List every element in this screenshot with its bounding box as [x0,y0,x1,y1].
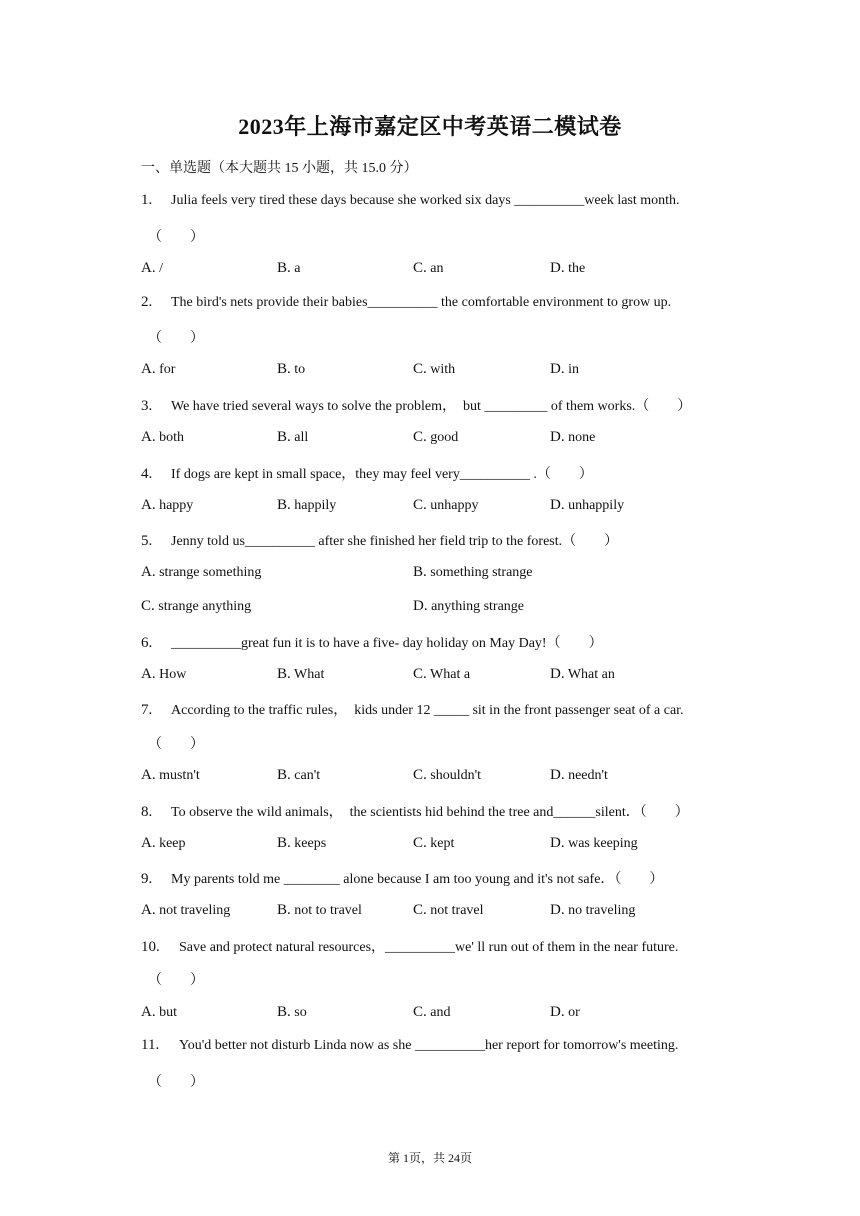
option-a: A. keep [141,835,186,851]
option-d: D. none [550,429,596,445]
option-a: A. How [141,666,187,682]
option-b: B. happily [277,497,337,513]
option-d: D. was keeping [550,835,638,851]
question-stem: My parents told me ________ alone because I am too young and it's not safe．（ ） [171,872,664,887]
option-d: D. anything strange [413,598,525,614]
option-b: B. to [277,361,306,377]
option-a: A. both [141,429,184,445]
option-c: C. with [413,361,456,377]
option-a: A. but [141,1004,177,1020]
option-b: B. not to travel [277,902,362,918]
question-stem: According to the traffic rules， kids under 12 _____ sit in the front passenger seat of a car. [171,703,684,718]
section-heading: 一、单选题（本大题共 15 小题，共 15.0 分） [141,161,418,176]
option-c: C. strange anything [141,598,252,614]
question-number: 1. [141,192,153,208]
question-number: 6. [141,635,153,651]
answer-paren: （ ） [148,737,204,752]
option-b: B. so [277,1004,307,1020]
option-a: A. not traveling [141,902,231,918]
option-d: D. What an [550,666,615,682]
question-number: 4. [141,466,153,482]
question-stem: If dogs are kept in small space，they may feel very__________ .（ ） [171,467,593,482]
answer-paren: （ ） [148,1075,204,1090]
option-d: D. in [550,361,579,377]
question-number: 10. [141,939,160,955]
question-number: 2. [141,294,153,310]
option-d: D. needn't [550,767,608,783]
question-3 [141,395,691,415]
option-c: C. unhappy [413,497,479,513]
option-b: B. What [277,666,325,682]
option-d: D. unhappily [550,497,625,513]
option-b: B. something strange [413,564,533,580]
question-4 [141,463,593,483]
question-2 [141,294,671,311]
option-a: A. for [141,361,176,377]
option-b: B. keeps [277,835,327,851]
option-c: C. good [413,429,459,445]
question-number: 3. [141,398,153,414]
option-a: A. strange something [141,564,262,580]
question-stem: Julia feels very tired these days because she worked six days __________week last month. [171,193,680,208]
answer-paren: （ ） [148,230,204,245]
question-stem: Jenny told us__________ after she finished her field trip to the forest.（ ） [171,534,619,549]
option-b: B. all [277,429,309,445]
option-a: A. mustn't [141,767,200,783]
option-c: C. an [413,260,444,276]
question-7 [141,699,684,719]
question-stem: To observe the wild animals， the scientists hid behind the tree and______silent．（ ） [171,805,689,820]
option-a: A. / [141,260,163,276]
exam-title: 2023年上海市嘉定区中考英语二模试卷 [238,114,622,139]
option-d: D. or [550,1004,580,1020]
option-c: C. shouldn't [413,767,482,783]
option-c: C. kept [413,835,455,851]
question-number: 8. [141,804,153,820]
question-number: 9. [141,871,153,887]
question-stem: You'd better not disturb Linda now as she __________her report for tomorrow's meeting. [179,1038,679,1053]
option-d: D. the [550,260,586,276]
question-5 [141,530,618,550]
question-stem: __________great fun it is to have a five- day holiday on May Day!（ ） [171,636,603,651]
option-c: C. not travel [413,902,484,918]
question-11 [141,1037,678,1054]
option-b: B. a [277,260,301,276]
option-b: B. can't [277,767,321,783]
question-stem: Save and protect natural resources，__________we' ll run out of them in the near future. [179,940,679,955]
option-c: C. and [413,1004,451,1020]
answer-paren: （ ） [148,331,204,346]
question-1 [141,192,680,209]
question-8 [141,801,689,821]
question-stem: The bird's nets provide their babies__________ the comfortable environment to grow up. [171,295,672,310]
option-d: D. no traveling [550,902,636,918]
question-number: 5. [141,533,153,549]
question-9 [141,868,663,888]
question-number: 11. [141,1037,160,1053]
question-stem: We have tried several ways to solve the problem， but _________ of them works.（ ） [171,399,692,414]
page-footer: 第 1页，共 24页 [387,1151,472,1165]
answer-paren: （ ） [148,973,204,988]
question-number: 7. [141,702,153,718]
question-6 [141,632,603,652]
option-c: C. What a [413,666,471,682]
question-10 [141,936,678,956]
option-a: A. happy [141,497,194,513]
